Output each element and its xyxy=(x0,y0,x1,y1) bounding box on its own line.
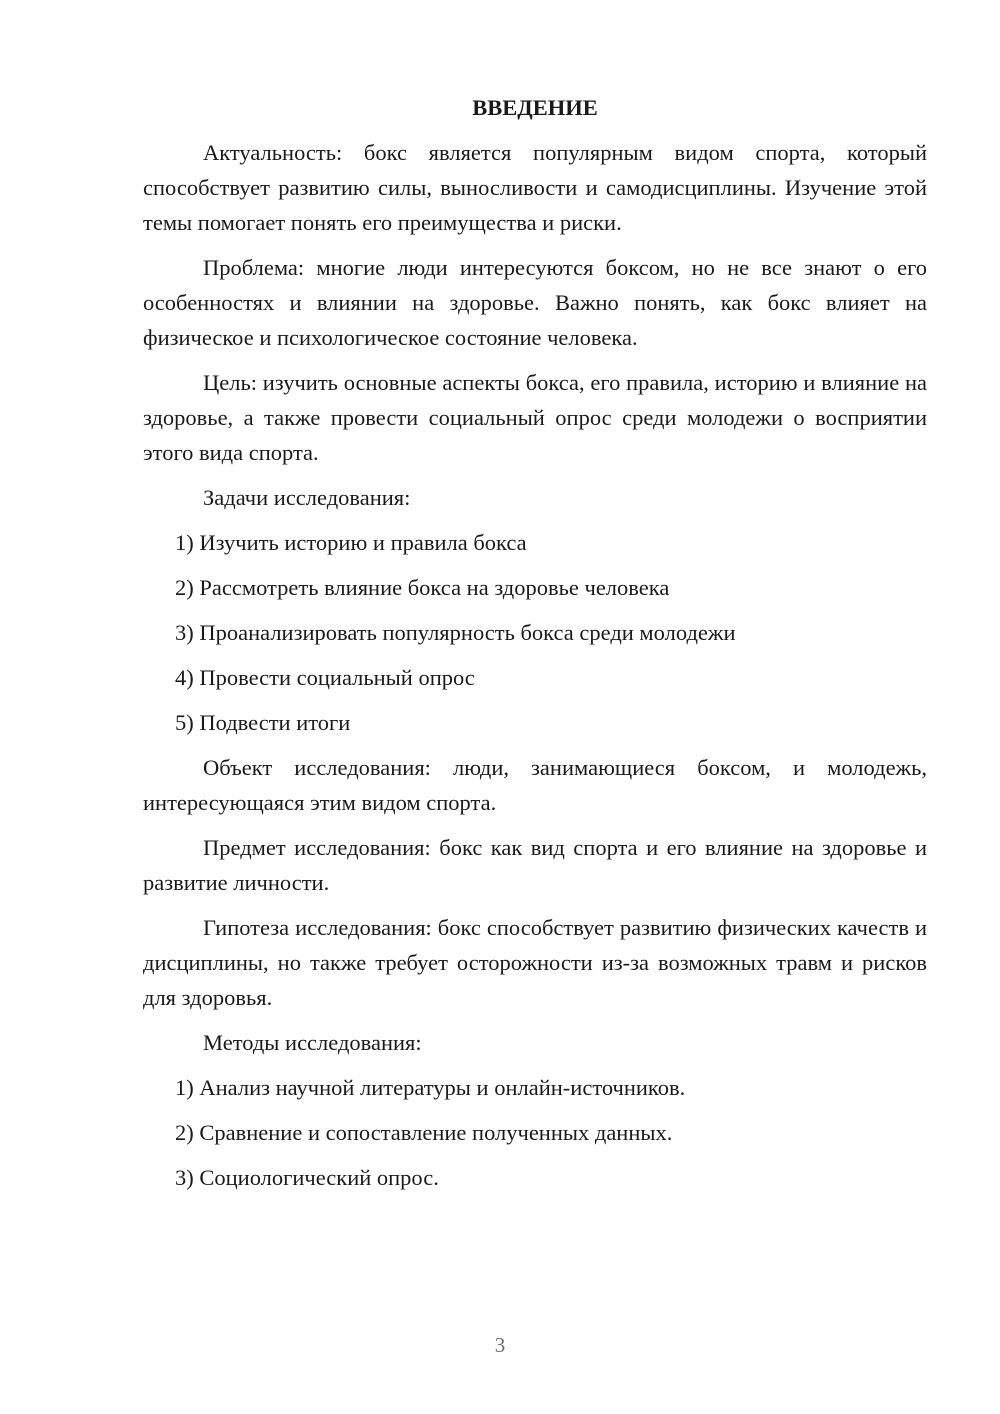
hypothesis-paragraph: Гипотеза исследования: бокс способствует развитию физических качеств и дисциплины, но также требует осторожности из-за возможных травм и рисков для здоровья. xyxy=(143,915,927,1010)
section-title: ВВЕДЕНИЕ xyxy=(472,95,598,120)
list-item: 3) Социологический опрос. xyxy=(175,1165,439,1190)
list-item: 5) Подвести итоги xyxy=(175,710,351,735)
list-item: 4) Провести социальный опрос xyxy=(175,665,475,690)
problem-paragraph: Проблема: многие люди интересуются боксом, но не все знают о его особенностях и влиянии на здоровье. Важно понять, как бокс влияет на физическое и психологическое состояние человека. xyxy=(143,255,927,350)
methods-heading: Методы исследования: xyxy=(203,1030,422,1055)
subject-paragraph: Предмет исследования: бокс как вид спорта и его влияние на здоровье и развитие личности. xyxy=(143,835,927,895)
list-item: 1) Изучить историю и правила бокса xyxy=(175,530,527,555)
object-paragraph: Объект исследования: люди, занимающиеся боксом, и молодежь, интересующаяся этим видом спорта. xyxy=(143,755,927,815)
tasks-list xyxy=(143,525,927,740)
goal-paragraph: Цель: изучить основные аспекты бокса, его правила, историю и влияние на здоровье, а также провести социальный опрос среди молодежи о восприятии этого вида спорта. xyxy=(143,370,927,465)
relevance-paragraph: Актуальность: бокс является популярным видом спорта, который способствует развитию силы, выносливости и самодисциплины. Изучение этой темы помогает понять его преимущества и риски. xyxy=(143,140,927,235)
document-page xyxy=(143,90,927,1205)
list-item: 3) Проанализировать популярность бокса среди молодежи xyxy=(175,620,736,645)
list-item: 1) Анализ научной литературы и онлайн-источников. xyxy=(175,1075,686,1100)
tasks-heading: Задачи исследования: xyxy=(203,485,411,510)
list-item: 2) Рассмотреть влияние бокса на здоровье человека xyxy=(175,575,670,600)
methods-list xyxy=(143,1070,927,1195)
list-item: 2) Сравнение и сопоставление полученных данных. xyxy=(175,1120,673,1145)
page-number: 3 xyxy=(494,1333,506,1357)
